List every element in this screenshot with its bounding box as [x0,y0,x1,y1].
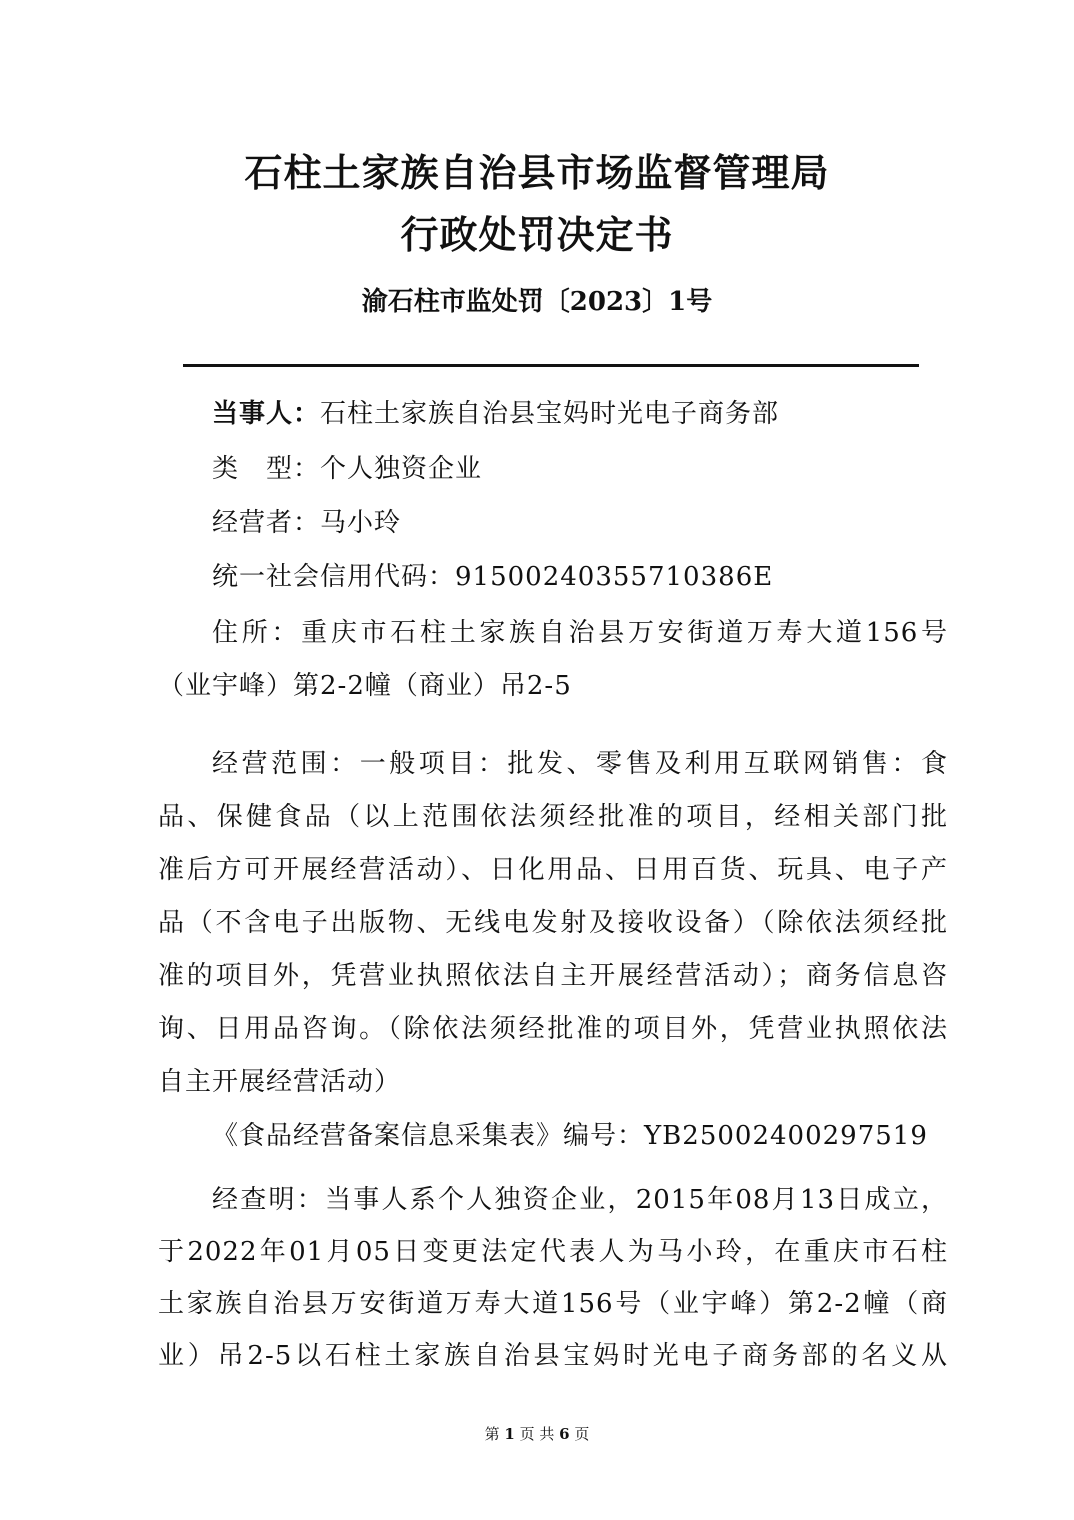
scope-line: 品（不含电子出版物、无线电发射及接收设备）（除依法须经批 [158,908,948,938]
document-title-agency: 石柱土家族自治县市场监督管理局 [244,150,830,195]
footer-page-number: 1 [504,1425,515,1443]
footer-middle: 页 共 [519,1425,555,1443]
scope-line: 经营范围：一般项目：批发、零售及利用互联网销售：食 [212,749,948,779]
party-operator-value: 马小玲 [320,508,402,538]
party-credit-code-value: 91500240355710386E [455,562,774,592]
scope-line: 准的项目外，凭营业执照依法自主开展经营活动）；商务信息咨 [158,961,948,991]
filing-number-line: 《食品经营备案信息采集表》编号：YB25002400297519 [212,1121,928,1151]
scope-line: 询、日用品咨询。（除依法须经批准的项目外，凭营业执照依法 [158,1014,948,1044]
scope-line: 品、保健食品（以上范围依法须经批准的项目，经相关部门批 [158,802,948,832]
party-type-value: 个人独资企业 [320,454,483,484]
findings-line: 业）吊2-5以石柱土家族自治县宝妈时光电子商务部的名义从 [158,1341,948,1371]
party-type-row [212,449,948,489]
party-credit-code-row [212,557,948,597]
party-operator-label: 经营者： [212,508,321,538]
party-address-line: 住所：重庆市石柱土家族自治县万安街道万寿大道156号 [212,618,948,648]
findings-line: 土家族自治县万安街道万寿大道156号（业宇峰）第2-2幢（商 [158,1289,948,1319]
party-name-label: 当事人： [212,399,321,429]
party-operator-row [212,503,948,543]
findings-line: 于2022年01月05日变更法定代表人为马小玲，在重庆市石柱 [158,1237,948,1267]
document-number: 渝石柱市监处罚〔2023〕1号 [361,287,713,317]
party-name-value: 石柱土家族自治县宝妈时光电子商务部 [320,399,780,429]
party-credit-code-label: 统一社会信用代码： [212,562,456,592]
page-footer [0,1423,1074,1445]
findings-line: 经查明：当事人系个人独资企业，2015年08月13日成立， [212,1185,948,1215]
party-type-label: 类 型： [212,454,321,484]
scope-line: 准后方可开展经营活动）、日化用品、日用百货、玩具、电子产 [158,855,948,885]
header-divider [183,364,919,367]
footer-prefix: 第 [484,1425,500,1443]
scope-line: 自主开展经营活动） [158,1067,402,1097]
party-address-line: （业宇峰）第2-2幢（商业）吊2-5 [158,671,572,701]
footer-total-pages: 6 [559,1425,570,1443]
footer-suffix: 页 [574,1425,590,1443]
document-title-type: 行政处罚决定书 [400,212,674,257]
party-name-row [212,394,948,434]
